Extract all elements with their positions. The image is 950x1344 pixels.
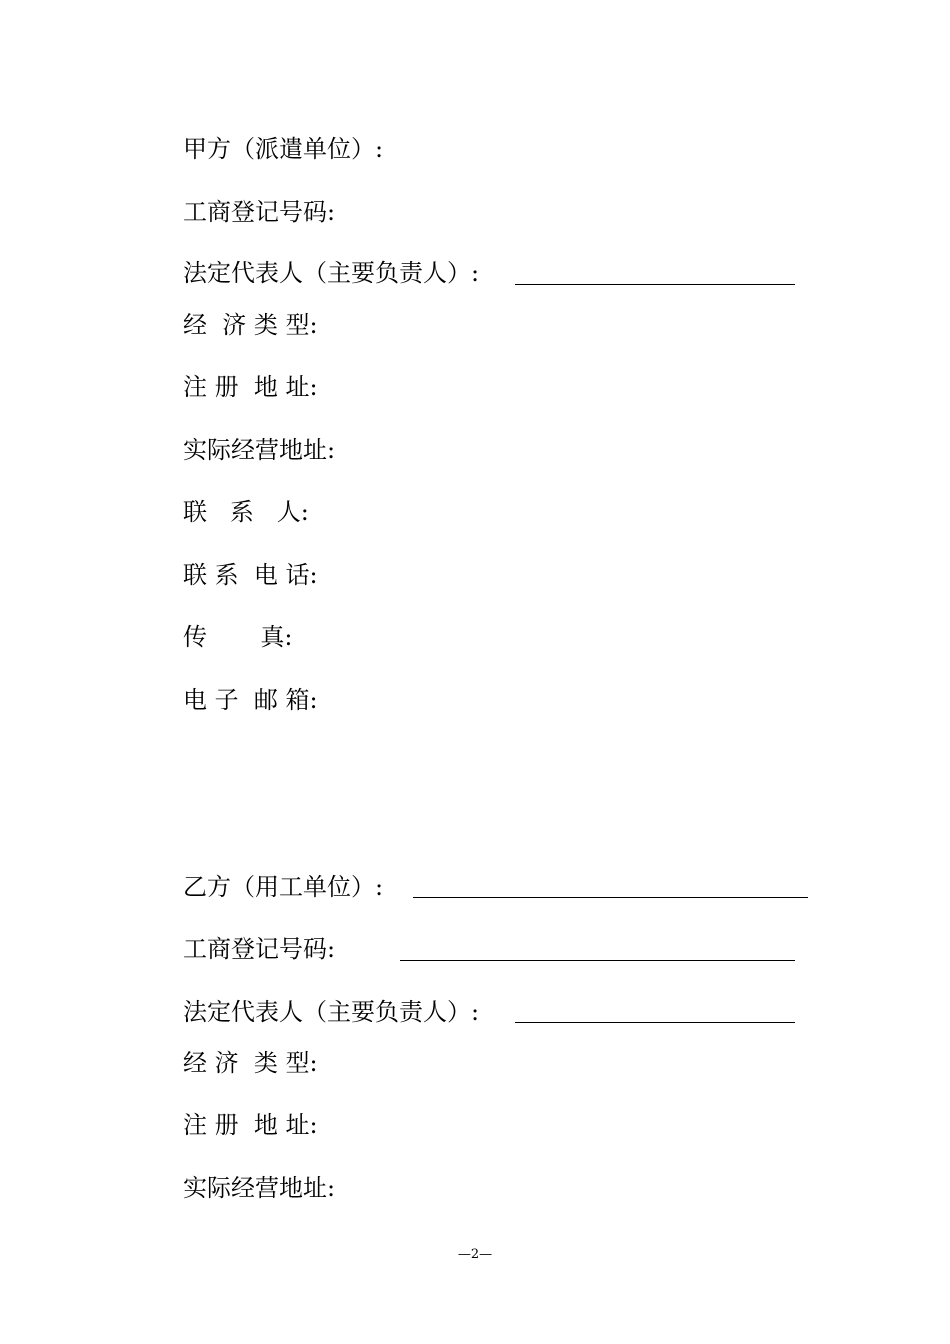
party-a-econ-type [183, 308, 318, 342]
party-a-legal-rep-label: 法定代表人（主要负责人）: [183, 259, 480, 287]
party-a-actual-addr [183, 433, 335, 467]
party-b-actual-addr [183, 1171, 335, 1205]
party-a-reg-addr [183, 370, 318, 404]
party-b-reg-addr [183, 1108, 318, 1142]
party-b-econ-type [183, 1046, 318, 1080]
party-a-title [183, 132, 383, 166]
party-b-legal-rep [183, 995, 479, 1029]
party-b-title-blank[interactable] [413, 897, 808, 898]
party-a-econ-type-label: 经 济 类 型: [183, 311, 318, 339]
party-a-fax-label: 传 真: [183, 623, 293, 651]
party-b-title-label: 乙方（用工单位）: [183, 873, 384, 901]
party-a-reg-no [183, 195, 335, 229]
party-a-reg-addr-label: 注 册 地 址: [183, 373, 318, 401]
party-a-reg-no-label: 工商登记号码: [183, 198, 336, 226]
party-b-title [183, 870, 383, 904]
party-b-reg-no-blank[interactable] [400, 960, 795, 961]
party-a-contact [183, 495, 309, 529]
party-b-reg-no [183, 932, 335, 966]
party-a-legal-rep-blank[interactable] [515, 284, 795, 285]
party-a-fax [183, 620, 293, 654]
party-a-phone-label: 联 系 电 话: [183, 561, 318, 589]
party-b-reg-addr-label: 注 册 地 址: [183, 1111, 318, 1139]
party-a-title-label: 甲方（派遣单位）: [183, 135, 384, 163]
party-b-econ-type-label: 经 济 类 型: [183, 1049, 318, 1077]
party-a-phone [183, 558, 318, 592]
party-a-actual-addr-label: 实际经营地址: [183, 436, 336, 464]
party-b-legal-rep-label: 法定代表人（主要负责人）: [183, 998, 480, 1026]
party-a-contact-label: 联 系 人: [183, 498, 309, 526]
party-b-actual-addr-label: 实际经营地址: [183, 1174, 336, 1202]
party-a-legal-rep [183, 256, 479, 290]
party-a-email [183, 683, 318, 717]
page-number: —2— [457, 1247, 493, 1262]
party-b-legal-rep-blank[interactable] [515, 1022, 795, 1023]
party-b-reg-no-label: 工商登记号码: [183, 935, 336, 963]
party-a-email-label: 电 子 邮 箱: [183, 686, 318, 714]
